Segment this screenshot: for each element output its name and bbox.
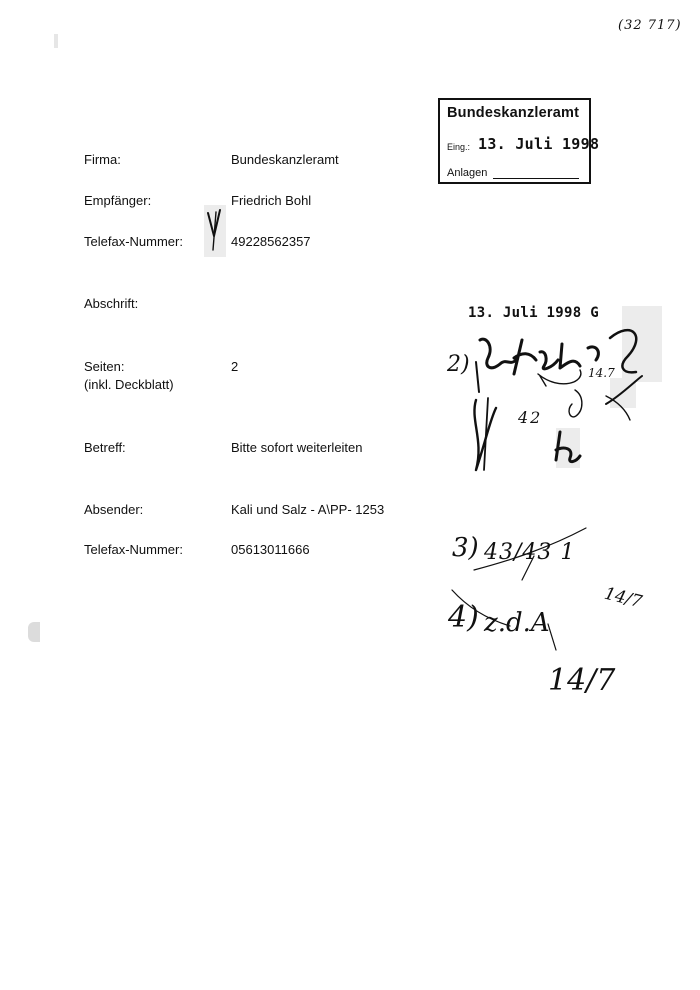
field-label-telefax-recipient: Telefax-Nummer: (84, 234, 183, 249)
stamp-anlagen-line (493, 178, 579, 179)
handwritten-item-4: 4) (448, 600, 479, 635)
handwritten-note-42: 42 (518, 408, 543, 427)
field-label-seiten-note: (inkl. Deckblatt) (84, 377, 174, 392)
field-value-seiten: 2 (231, 359, 239, 374)
stamp-date: 13. Juli 1998 (478, 135, 600, 153)
field-label-absender: Absender: (84, 502, 144, 517)
handwritten-note-14-7: 14.7 (588, 366, 615, 380)
handwritten-note-right: 14/7 (602, 583, 645, 613)
field-label-seiten: Seiten: (84, 359, 125, 374)
field-value-absender: Kali und Salz - A\PP- 1253 (231, 502, 385, 517)
scan-speck (28, 622, 40, 642)
field-label-abschrift: Abschrift: (84, 296, 139, 311)
field-label-telefax-sender: Telefax-Nummer: (84, 542, 183, 557)
field-value-firma: Bundeskanzleramt (231, 152, 339, 167)
field-label-betreff: Betreff: (84, 440, 126, 455)
archive-reference: (32 717) (618, 18, 682, 33)
handwritten-date-bottom: 14/7 (548, 663, 616, 698)
handwritten-item-4-text: z.d.A (484, 608, 550, 638)
field-value-telefax-recipient: 49228562357 (231, 234, 311, 249)
scan-patch (556, 428, 580, 468)
scan-speck (54, 34, 58, 48)
stamp-anlagen-label: Anlagen (447, 167, 488, 179)
handwritten-mark-2: 2) (447, 352, 470, 377)
field-value-empfaenger: Friedrich Bohl (231, 193, 312, 208)
received-date-stamp: 13. Juli 1998 G (468, 305, 599, 321)
handwritten-item-3: 3) (452, 533, 479, 563)
stamp-eing-label: Eing.: (447, 142, 471, 152)
scan-patch (622, 306, 662, 382)
handwritten-item-3-text: 43/43 1 (484, 540, 576, 565)
stamp-title: Bundeskanzleramt (447, 105, 580, 121)
field-value-telefax-sender: 05613011666 (231, 542, 310, 557)
field-value-betreff: Bitte sofort weiterleiten (231, 440, 363, 455)
scan-patch (610, 378, 636, 408)
field-label-empfaenger: Empfänger: (84, 193, 152, 208)
field-label-firma: Firma: (84, 152, 121, 167)
scan-patch (204, 205, 226, 257)
